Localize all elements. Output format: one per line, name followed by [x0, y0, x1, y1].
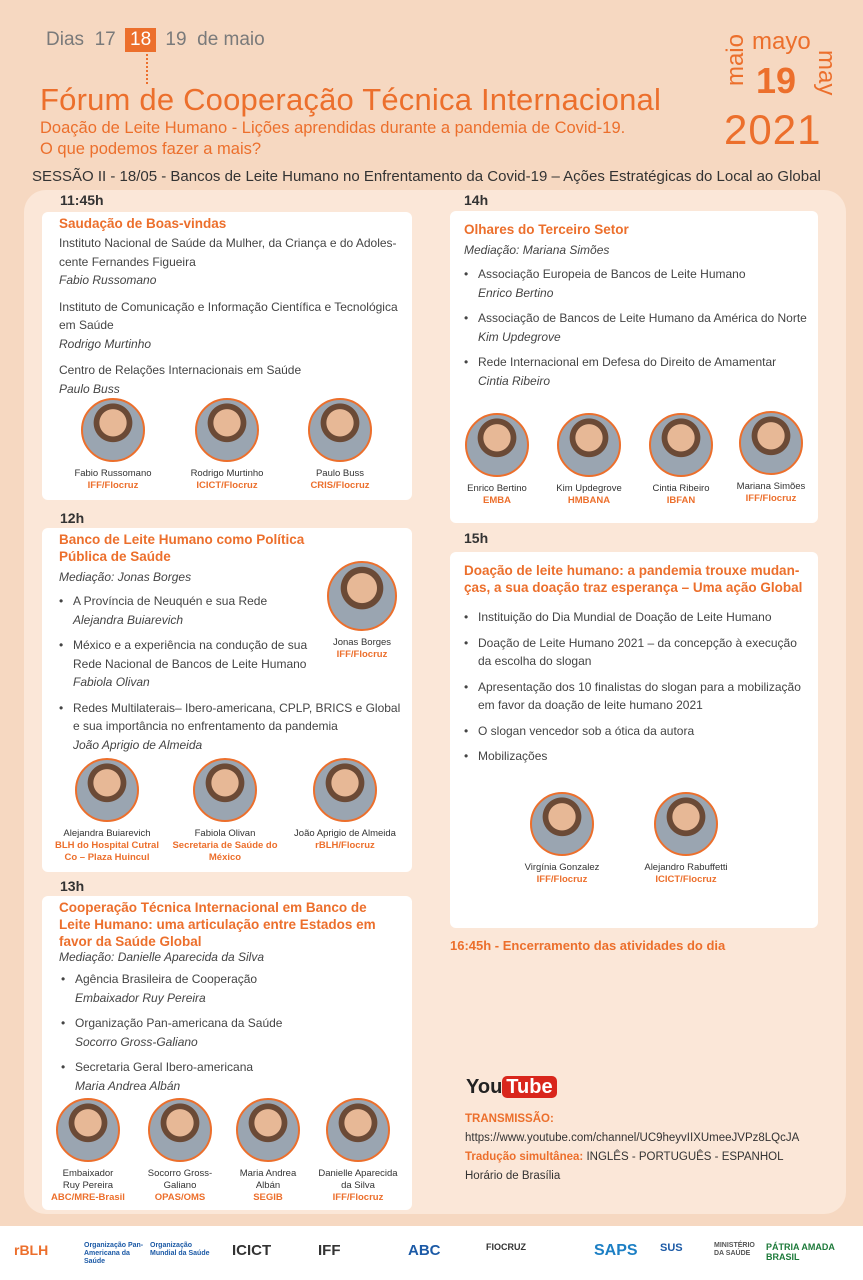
card-15	[450, 552, 818, 928]
speaker-org: SEGIB	[253, 1192, 283, 1203]
avatar	[56, 1098, 120, 1162]
oms-logo: Organização Mundial da Saúde	[150, 1242, 210, 1257]
speaker-name: Alejandra Buiarevich	[63, 828, 151, 839]
date-badge	[722, 26, 842, 156]
avatar	[308, 398, 372, 462]
time-12: 12h	[60, 510, 85, 526]
list-item	[464, 265, 809, 302]
speaker-name: Cintia Ribeiro	[652, 483, 710, 494]
speaker-card	[507, 792, 617, 886]
speaker-card	[218, 1098, 318, 1204]
list-item	[464, 353, 809, 390]
speaker-org: rBLH/Flocruz	[315, 840, 375, 851]
item-person: Embaixador Ruy Pereira	[75, 990, 206, 1005]
avatar	[236, 1098, 300, 1162]
card-12	[42, 528, 412, 872]
item-person: Fabiola Olivan	[73, 675, 150, 689]
day-19: 19	[165, 29, 187, 50]
speaker-org: EMBA	[483, 495, 511, 506]
icict-logo: ICICT	[232, 1242, 272, 1259]
item-person: Socorro Gross-Galiano	[75, 1034, 198, 1049]
speaker-name: Kim Updegrove	[556, 483, 622, 494]
avatar	[327, 561, 397, 631]
org-text: Centro de Relações Internacionais em Saúde	[59, 363, 302, 377]
list-item	[464, 309, 809, 346]
list-item	[61, 1014, 401, 1051]
person-text: Fabio Russomano	[59, 273, 157, 287]
speaker-name: João Aprigio de Almeida	[294, 828, 396, 839]
footer-logos	[0, 1226, 863, 1280]
avatar	[654, 792, 718, 856]
avatar	[557, 413, 621, 477]
card-title: Saudação de Boas-vindas	[59, 216, 227, 231]
day-18-highlight: 18	[125, 28, 156, 52]
event-subtitle	[40, 118, 720, 160]
list-item	[59, 699, 404, 755]
avatar	[195, 398, 259, 462]
avatar	[75, 758, 139, 822]
badge-maio: maio	[722, 34, 749, 87]
broadcast-info	[465, 1110, 835, 1186]
dias-label: Dias	[46, 29, 85, 50]
list-item	[61, 970, 401, 1007]
item-person: Alejandra Buiarevich	[73, 612, 184, 627]
speaker-org: OPAS/OMS	[154, 1192, 206, 1203]
speaker-name: Socorro Gross-Galiano	[147, 1168, 213, 1191]
item-text: • Organização Pan-americana da Saúde	[75, 1016, 283, 1030]
speaker-card	[308, 1098, 408, 1204]
de-maio-label: de maio	[197, 29, 265, 50]
speaker-name: Danielle Aparecida da Silva	[318, 1168, 398, 1191]
speaker-card	[52, 758, 162, 864]
item-text: • Secretaria Geral Ibero-americana	[75, 1060, 254, 1074]
speaker-name: Rodrigo Murtinho	[190, 468, 264, 479]
speaker-org: IFF/Flocruz	[332, 1192, 384, 1203]
speaker-card	[716, 411, 826, 505]
speaker-name: Paulo Buss	[315, 468, 365, 479]
card-14	[450, 211, 818, 523]
dates-line	[46, 28, 265, 52]
avatar	[81, 398, 145, 462]
card-title: Banco de Leite Humano como Política Pública de Saúde	[59, 532, 305, 564]
person-text: Rodrigo Murtinho	[59, 336, 152, 351]
speaker-name: Maria Andrea Albán	[239, 1168, 297, 1191]
fiocruz-logo: FIOCRUZ	[486, 1242, 526, 1252]
avatar	[649, 413, 713, 477]
day-17: 17	[94, 29, 116, 50]
card-title: Cooperação Técnica Internacional em Banco de Leite Humano: uma articulação entre Estados em favor da Saúde Global	[59, 900, 376, 949]
badge-mayo: mayo	[752, 28, 811, 55]
card-1145	[42, 212, 412, 500]
translation-label: Tradução simultânea:	[465, 1151, 584, 1163]
list-item: • Mobilizações	[464, 747, 809, 766]
item-text: • Rede Internacional em Defesa do Direito de Amamentar	[478, 355, 777, 369]
saps-logo: SAPS	[594, 1242, 638, 1259]
list-item: • Apresentação dos 10 finalistas do slogan para a mobilização em favor da doação de leite humano 2021	[464, 678, 809, 715]
card-13	[42, 896, 412, 1210]
card-title: Doação de leite humano: a pandemia trouxe mudan-ças, a sua doação traz esperança – Uma ação Global	[464, 563, 803, 595]
avatar	[530, 792, 594, 856]
item-person: Enrico Bertino	[478, 285, 554, 300]
welcome-list	[59, 234, 404, 398]
speaker-name: Virgínia Gonzalez	[524, 862, 600, 873]
list-item: • Doação de Leite Humano 2021 – da concepção à execução da escolha do slogan	[464, 634, 809, 671]
time-1145: 11:45h	[60, 192, 104, 208]
mediation-text: Mediação: Danielle Aparecida da Silva	[59, 950, 265, 964]
speaker-name: Mariana Simões	[736, 481, 806, 492]
ministerio-logo: MINISTÉRIO DA SAÚDE	[714, 1242, 755, 1257]
speaker-name: Alejandro Rabuffetti	[644, 862, 728, 873]
speaker-org: IFF/Flocruz	[745, 493, 797, 504]
item-person: João Aprigio de Almeida	[73, 737, 203, 752]
item-text: • Redes Multilaterais– Ibero-americana, CPLP, BRICS e Global e sua importância no enfrentamento da pandemia	[73, 700, 401, 733]
speaker-name: Jonas Borges	[332, 637, 392, 648]
item-text: • Agência Brasileira de Cooperação	[75, 972, 258, 986]
speaker-card	[130, 1098, 230, 1204]
subtitle-line-1: Doação de Leite Humano - Lições aprendidas durante a pandemia de Covid-19.	[40, 119, 626, 137]
avatar	[739, 411, 803, 475]
avatar	[313, 758, 377, 822]
item-text: • Associação de Bancos de Leite Humano da América do Norte	[478, 311, 807, 325]
speaker-org: ABC/MRE-Brasil	[51, 1192, 125, 1203]
time-15: 15h	[464, 530, 489, 546]
speaker-org: Secretaria de Saúde do México	[172, 840, 278, 863]
time-13: 13h	[60, 878, 85, 894]
org-text: Instituto de Comunicação e Informação Científica e Tecnológica em Saúde	[59, 299, 398, 332]
sus-logo: SUS	[660, 1242, 683, 1254]
speaker-org: ICICT/Flocruz	[196, 480, 258, 491]
speaker-org: ICICT/Flocruz	[655, 874, 717, 885]
item-person: Cintia Ribeiro	[478, 373, 551, 388]
rblh-logo: rBLH	[14, 1242, 49, 1258]
item-text: • A Província de Neuquén e sua Rede	[73, 594, 268, 608]
speaker-card	[285, 398, 395, 492]
timezone-text: Horário de Brasília	[465, 1170, 561, 1182]
avatar	[193, 758, 257, 822]
mediation-text: Mediação: Jonas Borges	[59, 570, 192, 584]
list-item: • Instituição do Dia Mundial de Doação de Leite Humano	[464, 608, 809, 627]
speaker-org: HMBANA	[567, 495, 611, 506]
opas-logo: Organização Pan-Americana da Saúde	[84, 1242, 144, 1265]
badge-may: may	[813, 50, 840, 96]
youtube-link[interactable]: https://www.youtube.com/channel/UC9heyvIIXUmeeJVPz8LQcJA	[465, 1132, 800, 1144]
speaker-card	[631, 792, 741, 886]
time-14: 14h	[464, 192, 489, 208]
avatar	[148, 1098, 212, 1162]
subtitle-line-2: O que podemos fazer a mais?	[40, 140, 262, 158]
speaker-org: BLH do Hospital Cutral Co – Plaza Huincul	[55, 840, 159, 863]
item-person: Kim Updegrove	[478, 329, 561, 344]
speaker-card	[58, 398, 168, 492]
speaker-name: Fabiola Olivan	[194, 828, 256, 839]
youtube-logo[interactable]	[466, 1076, 557, 1099]
item-text: • México e a experiência na condução de sua Rede Nacional de Bancos de Leite Humano	[73, 638, 308, 671]
speaker-org: IBFAN	[666, 495, 696, 506]
speaker-name: Embaixador Ruy Pereira	[62, 1168, 114, 1191]
speaker-card	[172, 398, 282, 492]
speaker-card	[170, 758, 280, 864]
item-person: Maria Andrea Albán	[75, 1078, 181, 1093]
item-text: • Associação Europeia de Bancos de Leite Humano	[478, 267, 746, 281]
closing-text: 16:45h - Encerramento das atividades do dia	[450, 938, 726, 953]
speaker-card	[290, 758, 400, 852]
speaker-org: IFF/Flocruz	[336, 649, 388, 660]
list-item	[61, 1058, 401, 1095]
list-item: • O slogan vencedor sob a ótica da autora	[464, 722, 809, 741]
speaker-org: CRIS/Flocruz	[310, 480, 370, 491]
session-title: SESSÃO II - 18/05 - Bancos de Leite Humano no Enfrentamento da Covid-19 – Ações Estratégicas do Local ao Global	[32, 168, 821, 185]
mediation-text: Mediação: Mariana Simões	[464, 243, 610, 257]
badge-year: 2021	[724, 106, 822, 153]
youtube-logo-you: You	[466, 1076, 503, 1098]
speaker-org: IFF/Flocruz	[536, 874, 588, 885]
transmission-label: TRANSMISSÃO:	[465, 1113, 554, 1125]
event-title: Fórum de Cooperação Técnica Internacional	[40, 82, 662, 117]
iff-logo: IFF	[318, 1242, 341, 1259]
dotted-connector	[146, 54, 148, 84]
person-text: Paulo Buss	[59, 381, 120, 396]
speaker-name: Enrico Bertino	[467, 483, 527, 494]
brasil-logo: PÁTRIA AMADA BRASIL	[766, 1242, 835, 1262]
card-title: Olhares do Terceiro Setor	[464, 222, 629, 237]
languages-text: INGLÊS - PORTUGUÊS - ESPANHOL	[586, 1151, 784, 1163]
moderator-card	[307, 561, 417, 661]
speaker-name: Fabio Russomano	[74, 468, 152, 479]
badge-day: 19	[756, 60, 797, 101]
agenda-list	[464, 608, 809, 773]
agenda-list	[61, 970, 401, 1102]
avatar	[465, 413, 529, 477]
speaker-card	[38, 1098, 138, 1204]
agenda-list	[464, 265, 809, 397]
youtube-logo-tube: Tube	[502, 1076, 556, 1098]
abc-logo: ABC	[408, 1242, 441, 1259]
avatar	[326, 1098, 390, 1162]
speaker-org: IFF/Flocruz	[87, 480, 139, 491]
org-text: Instituto Nacional de Saúde da Mulher, da Criança e do Adoles-cente Fernandes Figueira	[59, 236, 397, 269]
